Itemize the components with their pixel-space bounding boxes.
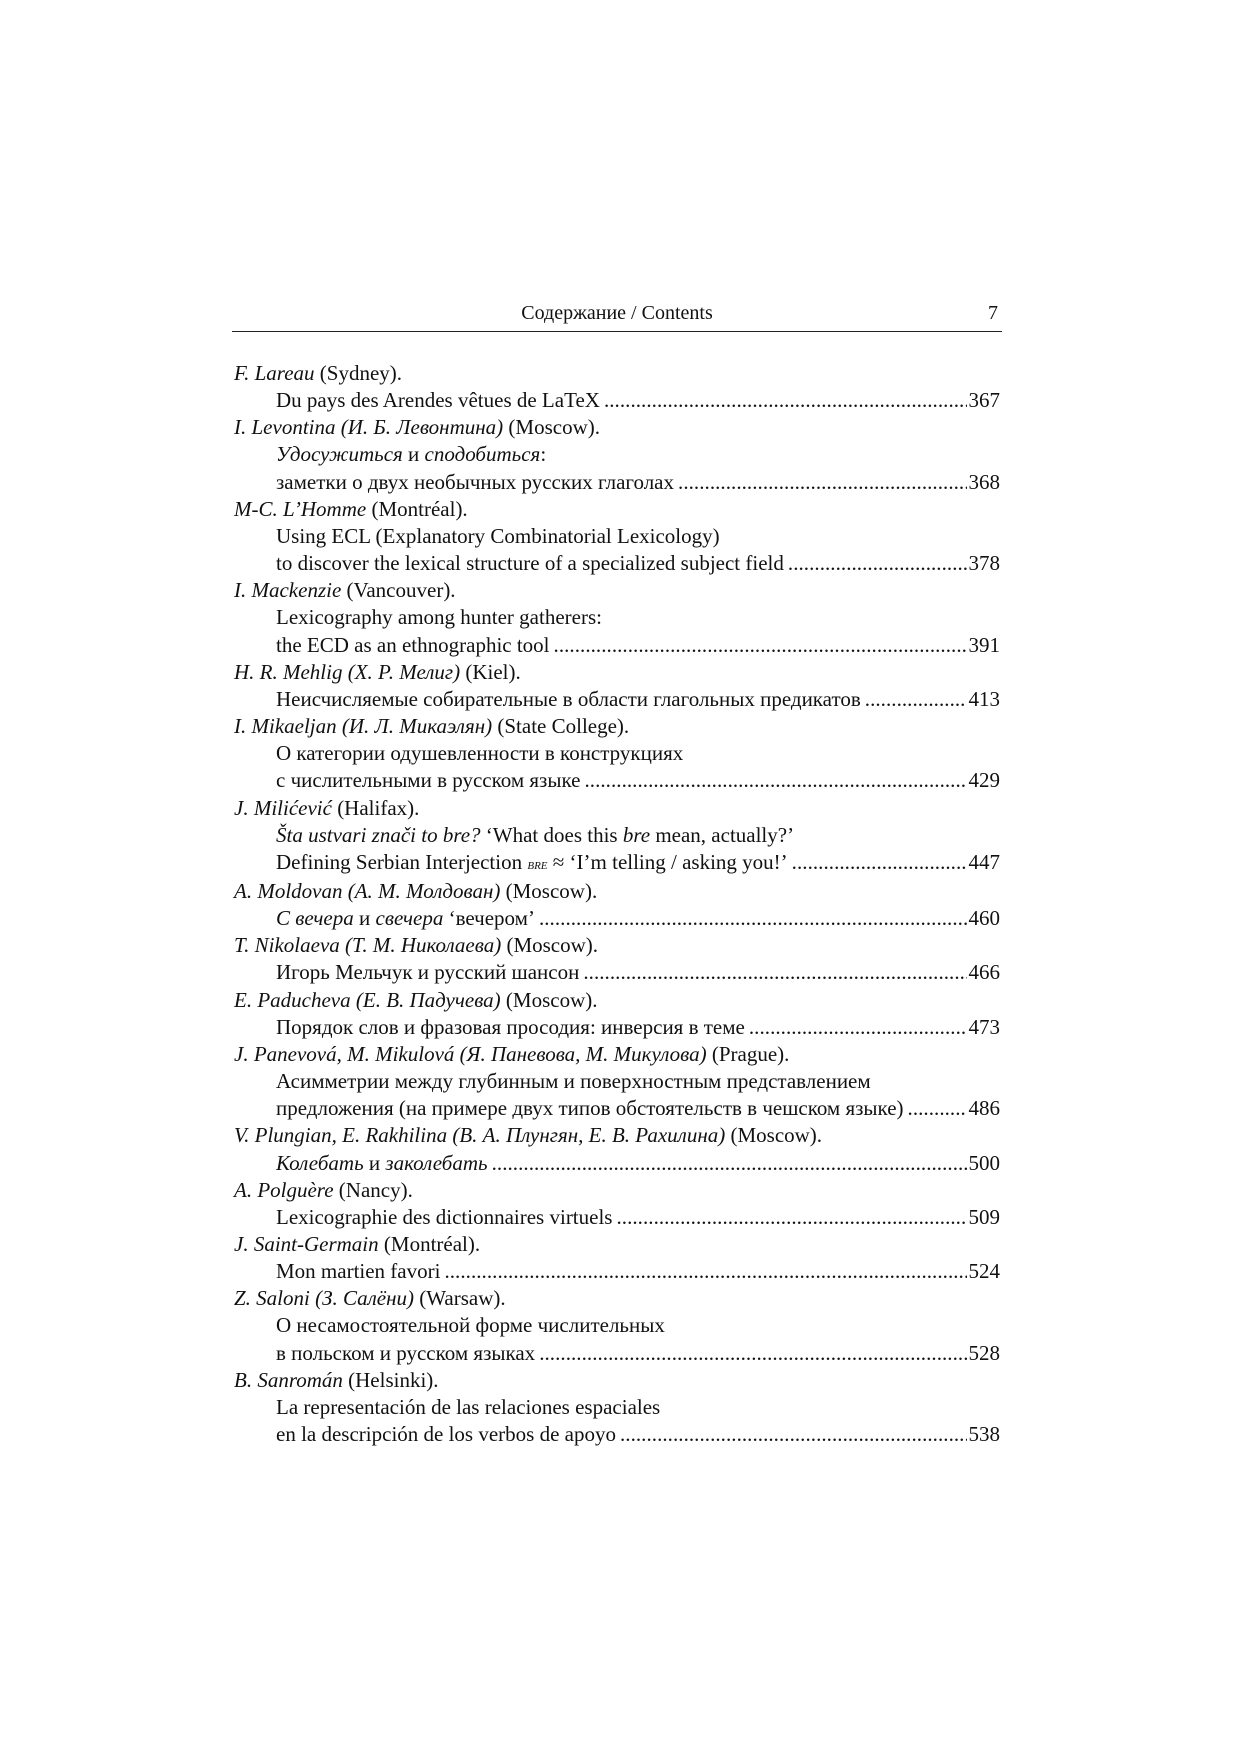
toc-title-line: Šta ustvari znači to bre? ‘What does this bre mean, actually?’: [276, 822, 795, 847]
title-text: Defining Serbian Interjection bre ≈ ‘I’m telling / asking you!’: [276, 849, 788, 874]
toc-title-line: [234, 905, 1000, 932]
author-name: F. Lareau: [234, 361, 315, 385]
toc-title-line: [234, 387, 1000, 414]
toc-author: [234, 1285, 1000, 1312]
toc-author: [234, 1041, 1000, 1068]
author-name: B. Sanromán: [234, 1367, 343, 1392]
toc-page-number: 460: [968, 906, 1000, 931]
author-name: V. Plungian, E. Rakhilina (В. А. Плунгян, Е. В. Рахилина): [234, 1123, 726, 1148]
author-location: (Moscow).: [501, 933, 599, 958]
toc-title-line: Using ECL (Explanatory Combinatorial Lexicology): [276, 523, 720, 548]
author-location: (Helsinki).: [342, 1367, 439, 1392]
toc-page-number: 524: [968, 1259, 1000, 1284]
author-location: (Moscow).: [725, 1123, 823, 1148]
title-text: предложения (на примере двух типов обстоятельств в чешском языке): [276, 1096, 904, 1121]
dot-leader: [539, 1340, 966, 1367]
toc-author: [234, 1231, 1000, 1258]
title-text: в польском и русском языках: [276, 1340, 536, 1365]
toc-page-number: 429: [968, 768, 1000, 793]
toc-title-line: Асимметрии между глубинным и поверхностным представлением: [276, 1069, 871, 1094]
title-text: Mon martien favori: [276, 1259, 441, 1284]
toc-entry: [234, 1285, 1000, 1366]
author-name: A. Polguère: [234, 1177, 334, 1202]
title-text: Порядок слов и фразовая просодия: инверсия в теме: [276, 1014, 745, 1039]
dot-leader: [584, 767, 966, 794]
toc-author: [234, 795, 1000, 822]
author-name: I. Mikaeljan (И. Л. Микаэлян): [234, 714, 493, 739]
toc-author: [234, 577, 1000, 604]
toc-entry: [234, 496, 1000, 577]
author-name: J. Milićević: [234, 795, 332, 820]
toc-page-number: 500: [968, 1150, 1000, 1175]
toc-title-line: [234, 1095, 1000, 1122]
toc-page-number: 391: [968, 632, 1000, 657]
toc-author: [234, 932, 1000, 959]
toc-author: [234, 713, 1000, 740]
toc-title-line: [234, 959, 1000, 986]
author-location: (Moscow).: [500, 987, 598, 1012]
toc-entry: [234, 414, 1000, 495]
toc-title-line: Lexicography among hunter gatherers:: [276, 605, 602, 630]
toc-author: [234, 496, 1000, 523]
author-name: T. Nikolaeva (Т. М. Николаева): [234, 933, 502, 958]
toc-page-number: 466: [968, 960, 1000, 985]
dot-leader: [749, 1014, 967, 1041]
dot-leader: [539, 905, 967, 932]
toc-entry: [234, 577, 1000, 658]
dot-leader: [492, 1150, 967, 1177]
author-name: J. Panevová, M. Mikulová (Я. Паневова, М. Микулова): [234, 1041, 707, 1066]
author-location: (Moscow).: [500, 878, 598, 903]
toc-title-line: [234, 1421, 1000, 1448]
author-name: A. Moldovan (А. М. Молдован): [234, 878, 501, 903]
title-text: the ECD as an ethnographic tool: [276, 632, 550, 657]
toc-author: [234, 1122, 1000, 1149]
dot-leader: [788, 550, 967, 577]
toc-author: [234, 414, 1000, 441]
title-text: с числительными в русском языке: [276, 768, 581, 793]
toc-title-line: [234, 1150, 1000, 1177]
toc-page-number: 538: [968, 1422, 1000, 1447]
toc-entry: [234, 659, 1000, 713]
toc-author: [234, 1177, 1000, 1204]
title-text: Lexicographie des dictionnaires virtuels: [276, 1204, 613, 1229]
author-location: (Montréal).: [366, 496, 468, 521]
toc-title-line: [234, 1340, 1000, 1367]
author-location: (Vancouver).: [341, 578, 456, 603]
author-location: (Moscow).: [503, 415, 600, 440]
toc-entry: [234, 795, 1000, 878]
header-title: Содержание / Contents: [521, 302, 713, 324]
dot-leader: [792, 849, 967, 876]
toc-entry: [234, 932, 1000, 986]
toc-title-line: [234, 767, 1000, 794]
toc-title-line: [234, 1014, 1000, 1041]
author-name: H. R. Mehlig (Х. Р. Мелиг): [234, 659, 461, 684]
author-name: J. Saint-Germain: [234, 1232, 379, 1256]
dot-leader: [616, 1204, 966, 1231]
dot-leader: [678, 469, 966, 496]
title-text: Колебать и заколебать: [276, 1150, 488, 1175]
toc-page-number: 486: [968, 1096, 1000, 1121]
toc-entry: [234, 1041, 1000, 1122]
toc-page-number: 473: [968, 1014, 1000, 1039]
toc-entry: [234, 1122, 1000, 1176]
author-name: M-C. L’Homme: [234, 496, 367, 521]
page-number: 7: [988, 302, 998, 324]
dot-leader: [865, 686, 967, 713]
dot-leader: [908, 1095, 967, 1122]
title-text: С вечера и свечера ‘вечером’: [276, 906, 535, 931]
toc-page-number: 367: [968, 388, 1000, 413]
toc-title-line: La representación de las relaciones espaciales: [276, 1394, 661, 1419]
title-text: Игорь Мельчук и русский шансон: [276, 960, 580, 985]
running-header: [232, 301, 1002, 332]
toc-title-line: [234, 469, 1000, 496]
toc-entry: [234, 878, 1000, 932]
toc-page-number: 413: [968, 686, 1000, 711]
toc-entry: [234, 1177, 1000, 1231]
toc-page-number: 378: [968, 551, 1000, 576]
title-text: заметки о двух необычных русских глаголах: [276, 469, 675, 494]
toc-author: [234, 878, 1000, 905]
title-text: en la descripción de los verbos de apoyo: [276, 1422, 616, 1447]
dot-leader: [554, 632, 967, 659]
author-location: (Sydney).: [314, 361, 403, 385]
author-name: I. Mackenzie: [234, 578, 342, 603]
author-location: (Prague).: [706, 1041, 790, 1066]
author-location: (Kiel).: [460, 659, 521, 684]
toc-entry: [234, 713, 1000, 794]
toc-author: [234, 360, 1000, 387]
toc-title-line: О категории одушевленности в конструкциях: [276, 741, 684, 766]
toc-author: [234, 1367, 1000, 1394]
toc-page-number: 368: [968, 469, 1000, 494]
toc-title-line: [234, 849, 1000, 878]
toc-entry: [234, 987, 1000, 1041]
toc-entry: [234, 1231, 1000, 1285]
toc-title-line: [234, 686, 1000, 713]
title-text: Неисчисляемые собирательные в области глагольных предикатов: [276, 686, 861, 711]
toc-page-number: 447: [968, 849, 1000, 874]
author-location: (State College).: [492, 714, 630, 739]
toc-title-line: Удосужиться и сподобиться:: [276, 442, 547, 467]
author-location: (Montréal).: [378, 1232, 481, 1256]
author-location: (Halifax).: [331, 795, 420, 820]
author-location: (Warsaw).: [414, 1286, 506, 1311]
toc-title-line: [234, 1258, 1000, 1285]
toc-title-line: [234, 1204, 1000, 1231]
toc-entry: [234, 1367, 1000, 1448]
author-name: I. Levontina (И. Б. Левонтина): [234, 415, 504, 440]
author-name: E. Paducheva (Е. В. Падучева): [234, 987, 501, 1012]
table-of-contents: [234, 360, 1000, 1448]
toc-page-number: 509: [968, 1204, 1000, 1229]
title-text: to discover the lexical structure of a specialized subject field: [276, 551, 784, 576]
toc-page-number: 528: [968, 1340, 1000, 1365]
toc-entry: [234, 360, 1000, 414]
toc-title-line: О несамостоятельной форме числительных: [276, 1313, 665, 1338]
toc-author: [234, 987, 1000, 1014]
toc-author: [234, 659, 1000, 686]
toc-title-line: [234, 632, 1000, 659]
dot-leader: [620, 1421, 967, 1448]
author-name: Z. Saloni (З. Салёни): [234, 1286, 415, 1311]
author-location: (Nancy).: [333, 1177, 413, 1202]
title-text: Du pays des Arendes vêtues de LaTeX: [276, 388, 600, 413]
dot-leader: [604, 387, 967, 414]
dot-leader: [444, 1258, 966, 1285]
dot-leader: [583, 959, 966, 986]
toc-title-line: [234, 550, 1000, 577]
